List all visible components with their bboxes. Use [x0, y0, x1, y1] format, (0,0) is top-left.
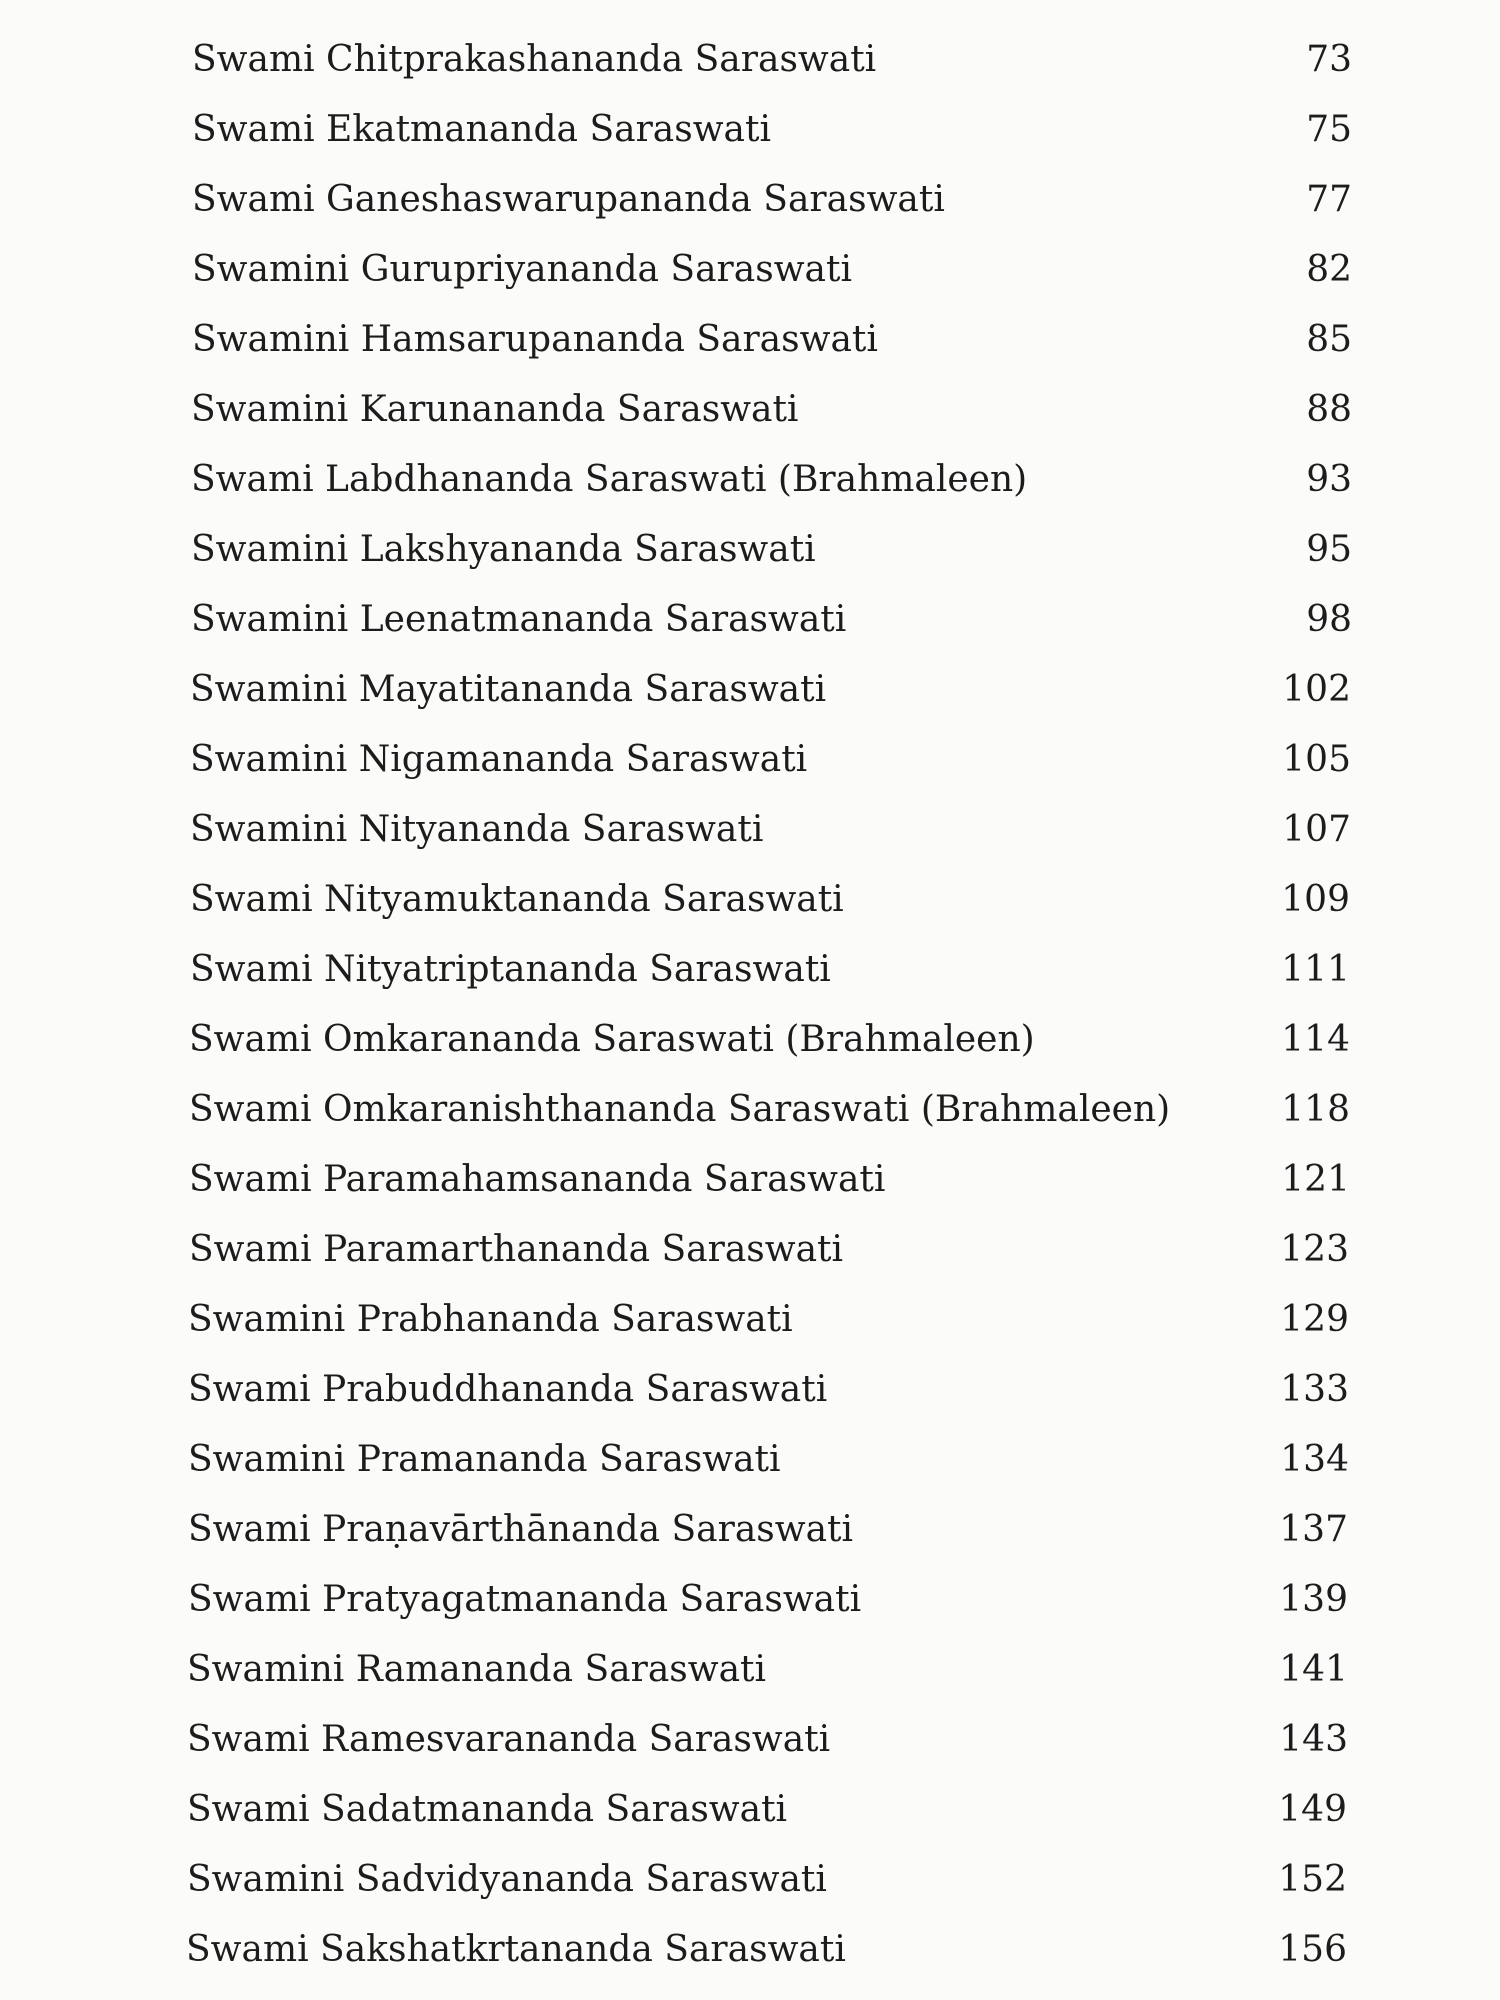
toc-entry-page: 102 — [1282, 669, 1351, 710]
toc-entry — [187, 1780, 1347, 1840]
toc-entry-title: Swami Labdhananda Saraswati (Brahmaleen) — [191, 459, 1028, 500]
toc-entry — [189, 1150, 1350, 1210]
toc-entry-page: 129 — [1280, 1299, 1349, 1340]
toc-entry-title: Swamini Gurupriyananda Saraswati — [192, 249, 852, 290]
toc-entry — [188, 1430, 1349, 1490]
toc-entry — [191, 450, 1352, 510]
toc-entry — [187, 1850, 1347, 1910]
toc-entry-title: Swami Praṇavārthānanda Saraswati — [188, 1509, 854, 1550]
toc-entry-page: 141 — [1279, 1649, 1348, 1690]
toc-entry-page: 82 — [1306, 249, 1352, 290]
toc-entry — [191, 520, 1352, 580]
toc-entry — [190, 660, 1351, 720]
toc-entry-title: Swamini Prabhananda Saraswati — [188, 1299, 793, 1340]
toc-entry-title: Swami Prabuddhananda Saraswati — [188, 1369, 828, 1410]
toc-entry — [188, 1500, 1348, 1560]
toc-entry-page: 134 — [1280, 1439, 1349, 1480]
toc-entry — [191, 380, 1352, 440]
toc-entry-title: Swami Ramesvarananda Saraswati — [187, 1719, 831, 1760]
toc-entry-page: 152 — [1278, 1859, 1347, 1900]
toc-entry — [188, 1290, 1349, 1350]
toc-entry-title: Swami Sakshatkrtananda Saraswati — [186, 1929, 846, 1970]
toc-entry-title: Swamini Nigamananda Saraswati — [190, 739, 808, 780]
toc-entry — [192, 170, 1352, 230]
toc-entry-page: 73 — [1306, 39, 1352, 80]
toc-entry — [190, 870, 1350, 930]
toc-entry-page: 88 — [1306, 389, 1352, 430]
toc-entry-title: Swamini Mayatitananda Saraswati — [190, 669, 827, 710]
toc-entry-title: Swami Sadatmananda Saraswati — [187, 1789, 788, 1830]
toc-entry-page: 123 — [1280, 1229, 1349, 1270]
toc-entry — [190, 940, 1350, 1000]
toc-entry — [186, 1920, 1347, 1980]
toc-entry-title: Swami Omkarananda Saraswati (Brahmaleen) — [189, 1019, 1035, 1060]
toc-entry-page: 105 — [1282, 739, 1351, 780]
toc-entry-title: Swamini Karunananda Saraswati — [191, 389, 799, 430]
toc-entry-page: 109 — [1281, 879, 1350, 920]
toc-entry — [189, 1010, 1350, 1070]
toc-entry — [192, 310, 1352, 370]
toc-entry-title: Swami Nityatriptananda Saraswati — [190, 949, 831, 990]
toc-entry — [192, 240, 1352, 300]
toc-entry-title: Swamini Leenatmananda Saraswati — [191, 599, 847, 640]
toc-entry-page: 149 — [1278, 1789, 1347, 1830]
toc-entry-page: 98 — [1306, 599, 1352, 640]
toc-entry-title: Swamini Nityananda Saraswati — [190, 809, 764, 850]
toc-entry-page: 85 — [1306, 319, 1352, 360]
toc-entry-title: Swamini Hamsarupananda Saraswati — [192, 319, 878, 360]
toc-entry-page: 137 — [1279, 1509, 1348, 1550]
toc-entry-page: 111 — [1281, 949, 1350, 990]
toc-entry-page: 107 — [1282, 809, 1351, 850]
toc-entry-page: 121 — [1281, 1159, 1350, 1200]
toc-entry — [192, 100, 1352, 160]
toc-entry-title: Swami Ekatmananda Saraswati — [192, 109, 771, 150]
toc-entry-page: 93 — [1306, 459, 1352, 500]
toc-entry — [188, 1570, 1348, 1630]
toc-entry-title: Swami Omkaranishthananda Saraswati (Brahmaleen) — [189, 1089, 1171, 1130]
toc-entry-page: 95 — [1306, 529, 1352, 570]
toc-entry — [187, 1710, 1348, 1770]
toc-entry — [190, 730, 1351, 790]
toc-entry-title: Swami Ganeshaswarupananda Saraswati — [192, 179, 945, 220]
toc-entry-page: 133 — [1280, 1369, 1349, 1410]
toc-entry-title: Swami Paramahamsananda Saraswati — [189, 1159, 886, 1200]
toc-entry-title: Swamini Lakshyananda Saraswati — [191, 529, 816, 570]
toc-entry-title: Swami Pratyagatmananda Saraswati — [188, 1579, 862, 1620]
toc-entry — [189, 1220, 1349, 1280]
toc-entry-page: 114 — [1281, 1019, 1350, 1060]
toc-entry-page: 118 — [1281, 1089, 1350, 1130]
toc-entry — [187, 1640, 1348, 1700]
toc-entry — [188, 1360, 1349, 1420]
toc-entry — [191, 590, 1352, 650]
toc-entry — [190, 800, 1351, 860]
toc-entry-page: 75 — [1306, 109, 1352, 150]
toc-entry-title: Swami Paramarthananda Saraswati — [189, 1229, 844, 1270]
toc-entry-page: 77 — [1306, 179, 1352, 220]
toc-entry-page: 143 — [1279, 1719, 1348, 1760]
toc-entry-title: Swamini Pramananda Saraswati — [188, 1439, 781, 1480]
toc-entry — [189, 1080, 1350, 1140]
toc-entry-page: 139 — [1279, 1579, 1348, 1620]
toc-entry-title: Swamini Sadvidyananda Saraswati — [187, 1859, 827, 1900]
toc-entry — [192, 30, 1352, 90]
toc-entry-page: 156 — [1278, 1929, 1347, 1970]
toc-entry-title: Swamini Ramananda Saraswati — [187, 1649, 767, 1690]
toc-entry-title: Swami Nityamuktananda Saraswati — [190, 879, 844, 920]
toc-entry-title: Swami Chitprakashananda Saraswati — [192, 39, 877, 80]
